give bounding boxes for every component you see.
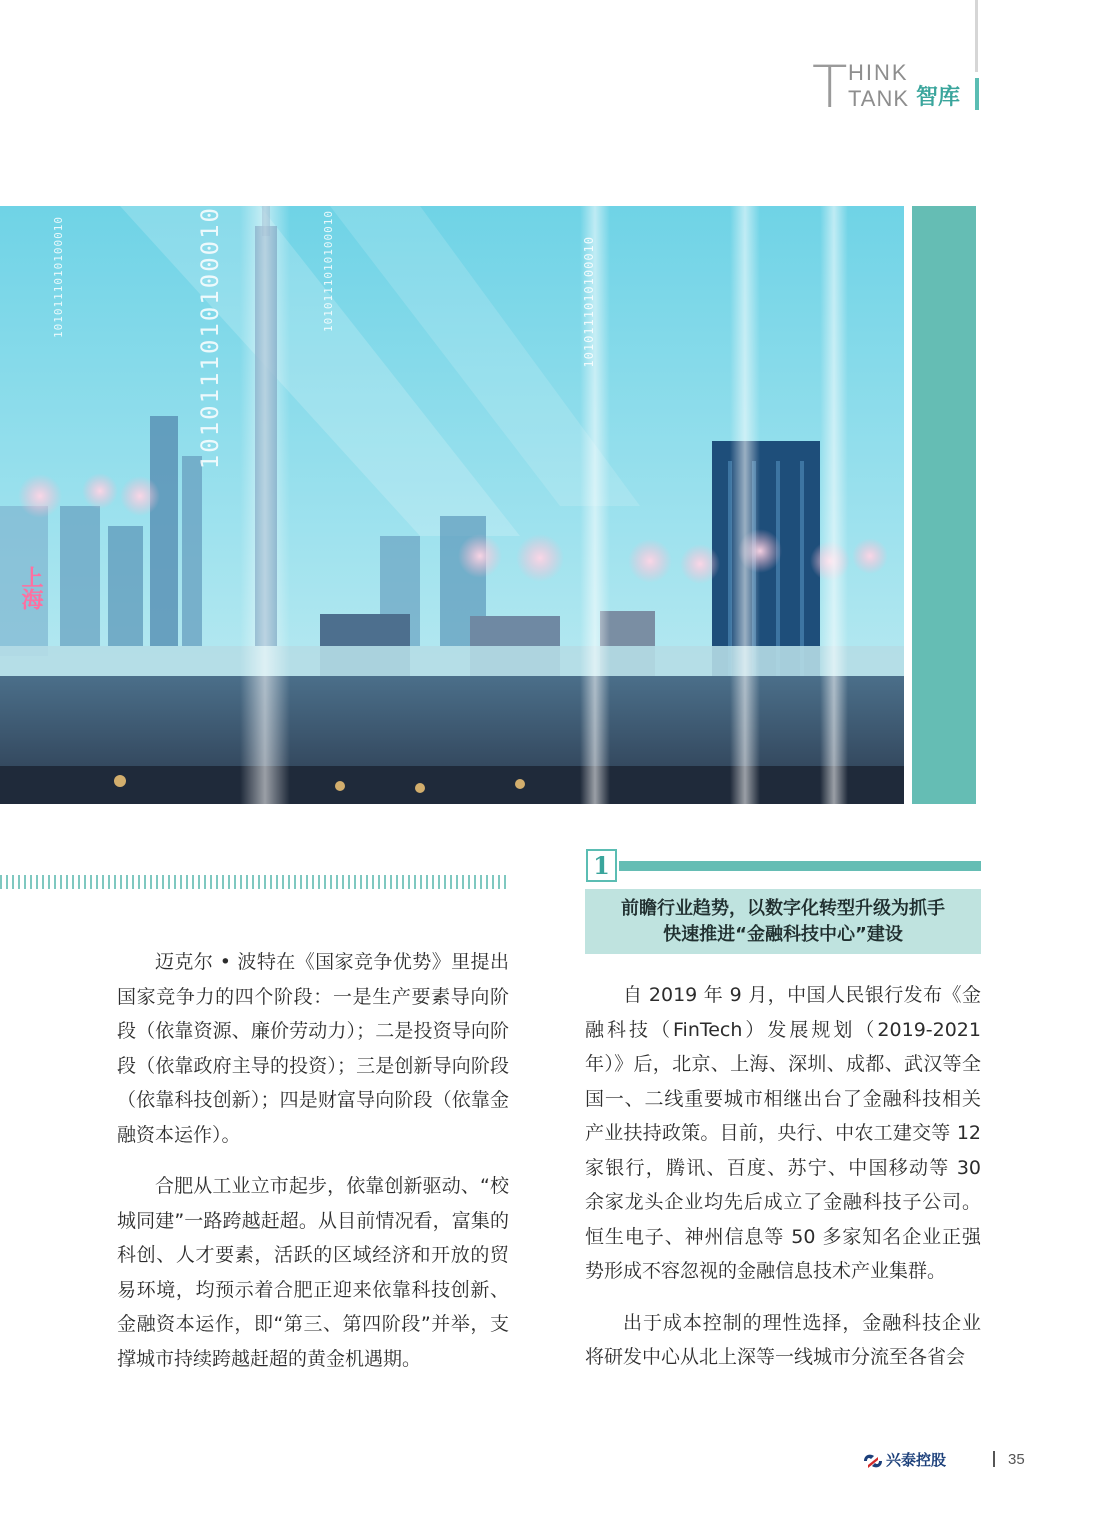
header-vertical-rule [975,0,978,72]
decorative-tick-bar [0,875,510,889]
binary-string-2: 1010111010100010 [196,206,224,470]
think-tank-logo [812,53,972,121]
think-tank-chinese: 智库 [916,85,961,110]
left-text-column [117,945,509,1376]
think-tank-tank: TANK [848,86,910,111]
think-tank-t: T [812,53,848,121]
header-accent-bar [975,78,979,110]
right-paragraph-1: 自 2019 年 9 月，中国人民银行发布《金融科技（FinTech）发展规划（2019-2021 年）》后，北京、上海、深圳、成都、武汉等全国一、二线重要城市相继出台了金融科技相关产业扶持政策。目前，央行、中农工建交等 12 家银行，腾讯、百度、苏宁、中国移动等 30 余家龙头企业均先后成立了金融科技子公司。恒生电子、神州信息等 50 多家知名企业正强势形成不容忽视的金融信息技术产业集群。 [585,984,981,1282]
brand-name: 兴泰控股 [886,1451,947,1469]
cityscape-illustration [0,206,904,804]
right-text-column [585,978,981,1375]
section-title-line-1: 前瞻行业趋势，以数字化转型升级为抓手 [621,897,945,919]
shanghai-sign: 上海 [18,566,43,610]
section-number-badge: 1 [586,849,617,882]
right-paragraph-2: 出于成本控制的理性选择，金融科技企业将研发中心从北上深等一线城市分流至各省会 [585,1311,981,1368]
section-header-bar [619,861,981,871]
left-paragraph-2: 合肥从工业立市起步，依靠创新驱动、“校城同建”一路跨越赶超。从目前情况看，富集的科创、人才要素，活跃的区域经济和开放的贸易环境，均预示着合肥正迎来依靠科技创新、金融资本运作，即“第三、第四阶段”并举，支撑城市持续跨越赶超的黄金机遇期。 [117,1175,509,1370]
footer-separator [993,1451,995,1467]
section-title-line-2: 快速推进“金融科技中心”建设 [663,923,903,945]
binary-string-4: 1010111010100010 [582,236,596,368]
left-paragraph-1: 迈克尔 • 波特在《国家竞争优势》里提出国家竞争力的四个阶段：一是生产要素导向阶段（依靠资源、廉价劳动力）；二是投资导向阶段（依靠政府主导的投资）；三是创新导向阶段（依靠科技创新）；四是财富导向阶段（依靠金融资本运作）。 [117,951,509,1146]
page-footer [862,1446,1042,1474]
section-title-box [585,889,981,954]
hero-side-teal-block [912,206,976,804]
hero-cityscape-image [0,206,904,804]
page-number: 35 [1008,1451,1025,1468]
binary-string-1: 1010111010100010 [52,216,65,338]
think-tank-hink: HINK [848,60,909,85]
xingtai-logo-icon [862,1450,884,1472]
binary-string-3: 1010111010100010 [322,210,335,332]
